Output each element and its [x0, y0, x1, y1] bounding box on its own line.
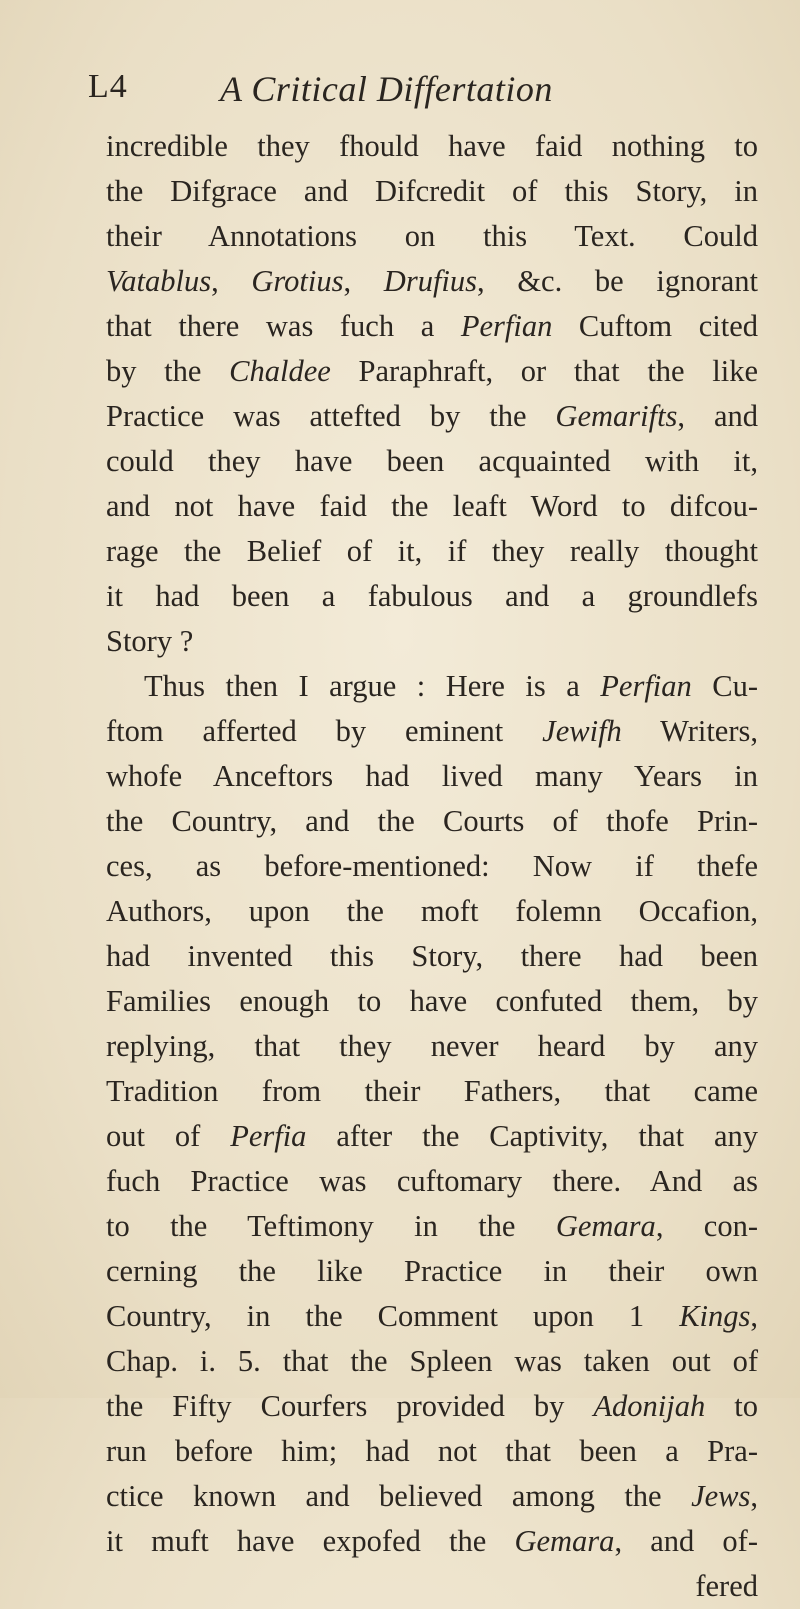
italic-name: Drufius: [383, 264, 478, 298]
italic-name: Grotius: [251, 264, 344, 298]
italic-name: Adonijah: [593, 1389, 706, 1423]
text-fragment: Practice was attefted by the: [106, 399, 556, 433]
italic-name: Gemara: [555, 1209, 656, 1243]
page-number: L4: [88, 68, 128, 105]
text-fragment: , and of-: [614, 1524, 758, 1558]
running-title: A Critical Differtation: [220, 69, 553, 109]
text-fragment: Cu-: [691, 669, 759, 703]
text-line: [106, 394, 758, 439]
text-line: Families enough to have confuted them, by: [106, 984, 758, 1018]
text-fragment: the Fifty Courfers provided by: [106, 1389, 594, 1423]
text-line: could they have been acquainted with it,: [106, 444, 758, 478]
text-fragment: to: [705, 1389, 758, 1423]
text-line: [106, 709, 758, 754]
text-line: and not have faid the leaft Word to difcou-: [106, 489, 758, 523]
text-line: [106, 1294, 758, 1339]
text-fragment: ftom afferted by eminent: [106, 714, 543, 748]
body-text: [106, 124, 758, 1609]
text-line: [106, 1384, 758, 1429]
italic-name: Gemara: [514, 1524, 615, 1558]
text-line: [106, 1519, 758, 1564]
text-line: ces, as before-mentioned: Now if thefe: [106, 849, 758, 883]
text-line: the Country, and the Courts of thofe Prin-: [106, 804, 758, 838]
text-fragment: ,: [211, 264, 252, 298]
italic-name: Chaldee: [229, 354, 331, 388]
text-line: [106, 1114, 758, 1159]
text-line: it had been a fabulous and a groundlefs: [106, 579, 758, 613]
text-line: replying, that they never heard by any: [106, 1029, 758, 1063]
text-line: [106, 1204, 758, 1249]
text-line: [106, 349, 758, 394]
text-fragment: by the: [106, 354, 230, 388]
text-fragment: ,: [750, 1479, 758, 1513]
text-line: Tradition from their Fathers, that came: [106, 1074, 758, 1108]
text-fragment: that there was fuch a: [106, 309, 461, 343]
text-line: had invented this Story, there had been: [106, 939, 758, 973]
text-line: fuch Practice was cuftomary there. And as: [106, 1164, 758, 1198]
italic-name: Jews: [691, 1479, 751, 1513]
text-fragment: out of: [106, 1119, 231, 1153]
catchword: fered: [695, 1569, 758, 1603]
text-line: Story ?: [106, 624, 194, 658]
text-line: Authors, upon the moft folemn Occafion,: [106, 894, 758, 928]
text-fragment: Thus then I argue : Here is a: [144, 669, 601, 703]
text-line: run before him; had not that been a Pra-: [106, 1434, 758, 1468]
text-fragment: it muft have expofed the: [106, 1524, 515, 1558]
italic-name: Perfia: [230, 1119, 307, 1153]
italic-name: Perfian: [600, 669, 692, 703]
text-line: incredible they fhould have faid nothing to: [106, 129, 758, 163]
text-fragment: , &c. be ignorant: [477, 264, 758, 298]
text-fragment: , con-: [655, 1209, 758, 1243]
text-line: their Annotations on this Text. Could: [106, 219, 758, 253]
text-line: Chap. i. 5. that the Spleen was taken out of: [106, 1344, 758, 1378]
text-fragment: Country, in the Comment upon 1: [106, 1299, 680, 1333]
italic-name: Vatablus: [106, 264, 212, 298]
text-fragment: after the Captivity, that any: [306, 1119, 758, 1153]
text-line: the Difgrace and Difcredit of this Story, in: [106, 174, 758, 208]
text-line: rage the Belief of it, if they really thought: [106, 534, 758, 568]
text-line: [106, 304, 758, 349]
text-fragment: ctice known and believed among the: [106, 1479, 692, 1513]
text-fragment: ,: [343, 264, 384, 298]
text-line: cerning the like Practice in their own: [106, 1254, 758, 1288]
text-line: [106, 1474, 758, 1519]
text-line: [106, 664, 758, 709]
text-fragment: , and: [677, 399, 758, 433]
italic-name: Jewifh: [542, 714, 622, 748]
text-fragment: ,: [750, 1299, 758, 1333]
italic-name: Gemarifts: [555, 399, 678, 433]
italic-name: Perfian: [460, 309, 553, 343]
text-fragment: Cuftom cited: [552, 309, 758, 343]
running-head: [88, 68, 728, 116]
text-fragment: to the Teftimony in the: [106, 1209, 556, 1243]
text-fragment: Writers,: [621, 714, 758, 748]
text-line: [106, 259, 758, 304]
text-line: whofe Anceftors had lived many Years in: [106, 759, 758, 793]
text-fragment: Paraphraft, or that the like: [330, 354, 758, 388]
italic-name: Kings: [679, 1299, 751, 1333]
